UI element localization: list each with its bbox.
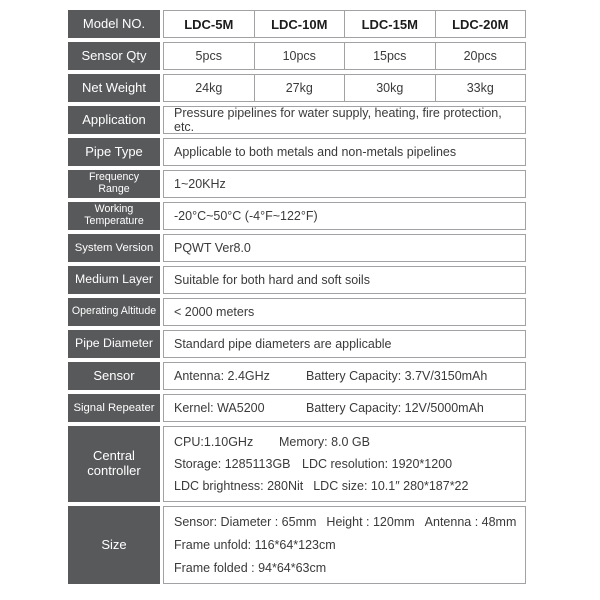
label-line: controller (87, 463, 141, 478)
table-row-medium-layer (68, 266, 526, 294)
table-row-sensor-qty (68, 42, 526, 70)
sensor-value (163, 362, 526, 390)
row-label-signal-repeater: Signal Repeater (68, 394, 160, 422)
model-cell-ldc15m: LDC-15M (344, 11, 435, 37)
row-label-application: Application (68, 106, 160, 134)
pipe-type-value: Applicable to both metals and non-metals pipelines (163, 138, 526, 166)
sensor-qty-cell: 5pcs (195, 49, 222, 63)
net-weight-cell: 27kg (254, 75, 345, 101)
sensor-qty-cells (163, 42, 526, 70)
size-line-frame-folded: Frame folded : 94*64*63cm (174, 561, 327, 575)
model-cell-ldc5m: LDC-5M (184, 16, 234, 32)
table-row-sensor (68, 362, 526, 390)
cc-brightness: LDC brightness: 280Nit (174, 479, 304, 493)
row-label-working-temperature (68, 202, 160, 230)
label-line: Range (98, 183, 130, 195)
label-line: Frequency (88, 171, 140, 184)
cc-memory: Memory: 8.0 GB (279, 435, 370, 449)
table-row-frequency-range (68, 170, 526, 198)
net-weight-cell: 30kg (344, 75, 435, 101)
label-line: Central (93, 448, 135, 464)
net-weight-cell: 33kg (435, 75, 526, 101)
row-label-pipe-diameter: Pipe Diameter (68, 330, 160, 358)
central-controller-value (163, 426, 526, 502)
row-label-model: Model NO. (68, 10, 160, 38)
signal-repeater-value (163, 394, 526, 422)
product-spec-table (68, 10, 526, 588)
size-value (163, 506, 526, 584)
size-sensor-height: Height : 120mm (326, 515, 415, 529)
row-label-sensor: Sensor (68, 362, 160, 390)
model-cell-ldc10m: LDC-10M (254, 11, 345, 37)
table-row-pipe-diameter (68, 330, 526, 358)
operating-altitude-value: < 2000 meters (163, 298, 526, 326)
sensor-qty-cell: 15pcs (344, 43, 435, 69)
sensor-qty-cell: 10pcs (254, 43, 345, 69)
table-row-operating-altitude (68, 298, 526, 326)
table-row-net-weight (68, 74, 526, 102)
label-line: Temperature (84, 215, 144, 227)
label-line: Working (94, 203, 134, 216)
repeater-kernel: Kernel: WA5200 (174, 401, 265, 415)
size-sensor-diameter: Sensor: Diameter : 65mm (174, 515, 317, 529)
row-label-size: Size (68, 506, 160, 584)
table-row-pipe-type (68, 138, 526, 166)
row-label-central-controller (68, 426, 160, 502)
size-line-frame-unfold: Frame unfold: 116*64*123cm (174, 538, 336, 552)
net-weight-cells (163, 74, 526, 102)
row-label-pipe-type: Pipe Type (68, 138, 160, 166)
sensor-qty-cell: 20pcs (435, 43, 526, 69)
size-line-sensor (174, 515, 525, 529)
cc-storage: Storage: 1285113GB (174, 457, 291, 471)
net-weight-cell: 24kg (195, 81, 223, 95)
cc-line-storage-resolution (174, 457, 525, 471)
table-row-application (68, 106, 526, 134)
sensor-battery: Battery Capacity: 3.7V/3150mAh (306, 369, 488, 383)
row-label-net-weight: Net Weight (68, 74, 160, 102)
sensor-antenna: Antenna: 2.4GHz (174, 369, 270, 383)
table-row-working-temperature (68, 202, 526, 230)
cc-cpu: CPU:1.10GHz (174, 435, 254, 449)
application-value: Pressure pipelines for water supply, heating, fire protection, etc. (163, 106, 526, 134)
table-row-size (68, 506, 526, 584)
row-label-sensor-qty: Sensor Qty (68, 42, 160, 70)
frequency-range-value: 1~20KHz (163, 170, 526, 198)
model-cells (163, 10, 526, 38)
row-label-frequency-range (68, 170, 160, 198)
table-row-central-controller (68, 426, 526, 502)
row-label-medium-layer: Medium Layer (68, 266, 160, 294)
row-label-system-version: System Version (68, 234, 160, 262)
cc-resolution: LDC resolution: 1920*1200 (302, 457, 453, 471)
working-temperature-value: -20°C~50°C (-4°F~122°F) (163, 202, 526, 230)
model-cell-ldc20m: LDC-20M (435, 11, 526, 37)
repeater-battery: Battery Capacity: 12V/5000mAh (306, 401, 484, 415)
cc-line-brightness-size (174, 479, 525, 493)
size-sensor-antenna: Antenna : 48mm (424, 515, 517, 529)
table-row-system-version (68, 234, 526, 262)
cc-line-cpu-memory (174, 435, 525, 449)
table-row-model (68, 10, 526, 38)
pipe-diameter-value: Standard pipe diameters are applicable (163, 330, 526, 358)
medium-layer-value: Suitable for both hard and soft soils (163, 266, 526, 294)
row-label-operating-altitude: Operating Altitude (68, 298, 160, 326)
system-version-value: PQWT Ver8.0 (163, 234, 526, 262)
cc-lcd-size: LDC size: 10.1″ 280*187*22 (313, 479, 469, 493)
table-row-signal-repeater (68, 394, 526, 422)
